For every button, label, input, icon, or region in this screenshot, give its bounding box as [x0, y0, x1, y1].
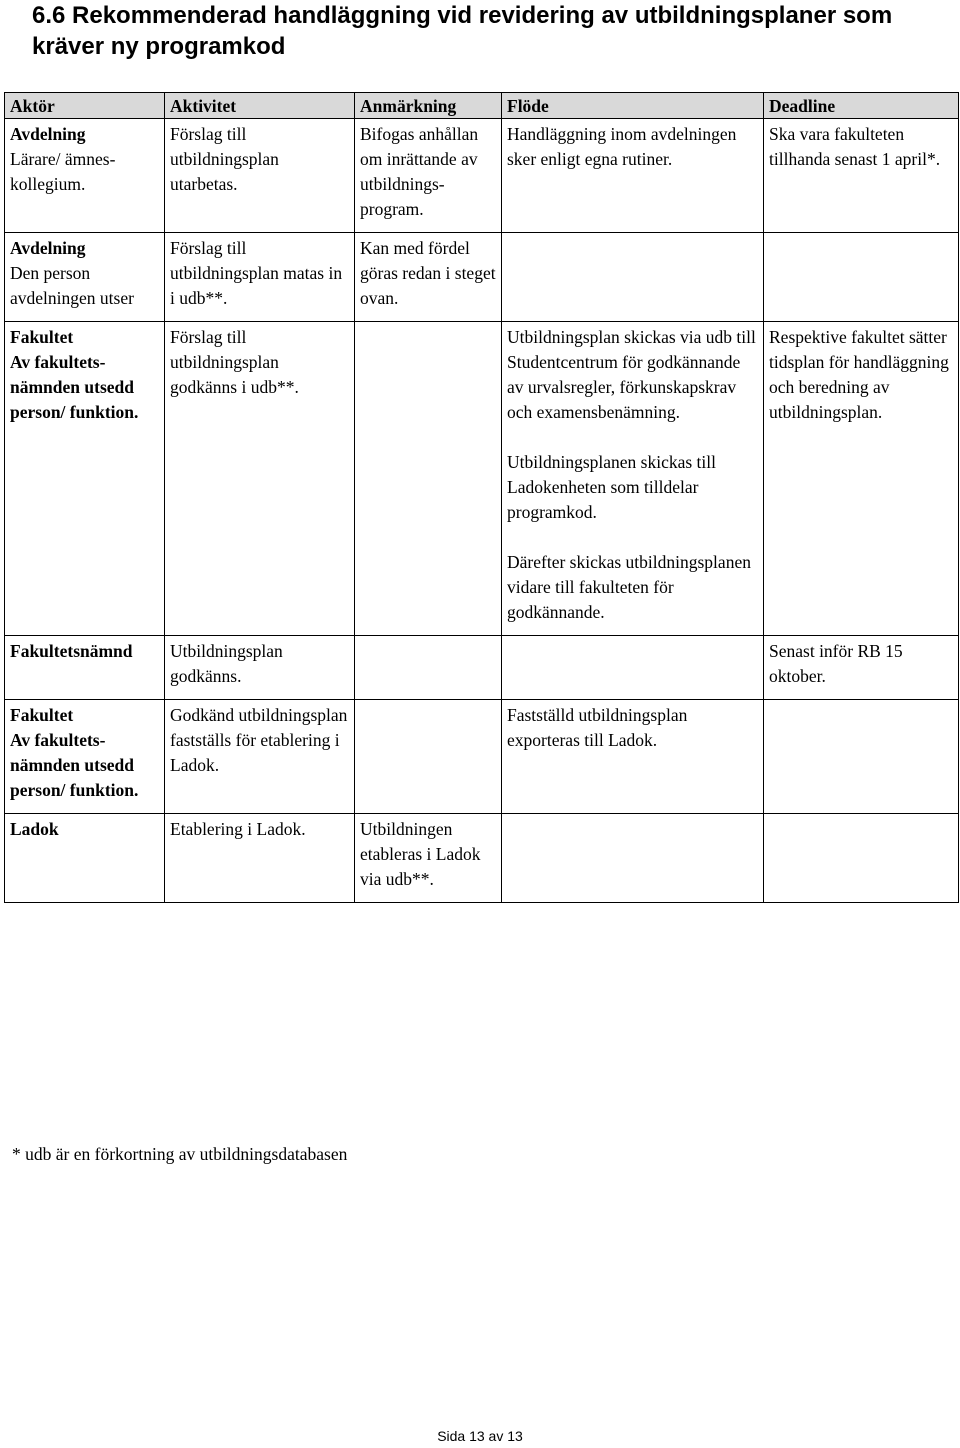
- cell-aktivitet: Förslag till utbildningsplan godkänns i udb**.: [165, 322, 355, 636]
- aktor-role: Avdelning: [10, 238, 86, 258]
- cell-aktor: [5, 814, 165, 903]
- aktor-role: Fakultet: [10, 705, 74, 725]
- cell-flode: [502, 233, 764, 322]
- cell-aktivitet: Förslag till utbildningsplan matas in i udb**.: [165, 233, 355, 322]
- cell-flode: [502, 700, 764, 814]
- cell-deadline: Senast inför RB 15 oktober.: [764, 636, 959, 700]
- flode-paragraph: Handläggning inom avdelningen sker enligt egna rutiner.: [507, 124, 737, 169]
- table-row: [5, 119, 959, 233]
- header-deadline: Deadline: [764, 93, 959, 119]
- handling-flow-table: [4, 92, 959, 903]
- cell-aktivitet: Utbildningsplan godkänns.: [165, 636, 355, 700]
- aktor-sub: Av fakultets-nämnden utsedd person/ funktion.: [10, 730, 139, 800]
- cell-flode: [502, 119, 764, 233]
- aktor-role: Fakultet: [10, 327, 74, 347]
- aktor-sub: Den person avdelningen utser: [10, 263, 134, 308]
- cell-aktivitet: Förslag till utbildningsplan utarbetas.: [165, 119, 355, 233]
- header-aktivitet: Aktivitet: [165, 93, 355, 119]
- flode-paragraph: Utbildningsplanen skickas till Ladokenheten som tilldelar programkod.: [507, 452, 717, 522]
- cell-aktor: [5, 322, 165, 636]
- table-row: [5, 233, 959, 322]
- cell-anmarkning: [355, 636, 502, 700]
- cell-aktor: [5, 700, 165, 814]
- table-row: [5, 636, 959, 700]
- aktor-role: Fakultetsnämnd: [10, 641, 133, 661]
- cell-anmarkning: [355, 700, 502, 814]
- footnote: * udb är en förkortning av utbildningsdatabasen: [12, 1144, 348, 1164]
- flode-paragraph: Utbildningsplan skickas via udb till Studentcentrum för godkännande av urvalsregler, förkunskapskrav och examensbenämning.: [507, 327, 756, 422]
- table-header-row: [5, 93, 959, 119]
- cell-aktor: [5, 119, 165, 233]
- cell-flode: [502, 636, 764, 700]
- page-number: Sida 13 av 13: [437, 1428, 523, 1444]
- aktor-sub: Av fakultets-nämnden utsedd person/ funktion.: [10, 352, 139, 422]
- cell-deadline: [764, 700, 959, 814]
- header-aktor: Aktör: [5, 93, 165, 119]
- cell-flode: [502, 814, 764, 903]
- flode-paragraph: Därefter skickas utbildningsplanen vidare till fakulteten för godkännande.: [507, 552, 751, 622]
- aktor-sub: Lärare/ ämnes-kollegium.: [10, 149, 116, 194]
- cell-aktivitet: Etablering i Ladok.: [165, 814, 355, 903]
- cell-deadline: [764, 814, 959, 903]
- cell-anmarkning: Utbildningen etableras i Ladok via udb**.: [355, 814, 502, 903]
- cell-anmarkning: Bifogas anhållan om inrättande av utbildnings-program.: [355, 119, 502, 233]
- header-flode: Flöde: [502, 93, 764, 119]
- cell-anmarkning: Kan med fördel göras redan i steget ovan.: [355, 233, 502, 322]
- section-heading: 6.6 Rekommenderad handläggning vid revidering av utbildningsplaner som kräver ny programkod: [32, 2, 893, 60]
- aktor-role: Avdelning: [10, 124, 86, 144]
- table-row: [5, 322, 959, 636]
- header-anmarkning: Anmärkning: [355, 93, 502, 119]
- cell-deadline: Ska vara fakulteten tillhanda senast 1 april*.: [764, 119, 959, 233]
- cell-flode: [502, 322, 764, 636]
- cell-deadline: [764, 233, 959, 322]
- table-row: [5, 814, 959, 903]
- cell-aktor: [5, 233, 165, 322]
- aktor-role: Ladok: [10, 819, 59, 839]
- cell-deadline: Respektive fakultet sätter tidsplan för handläggning och beredning av utbildningsplan.: [764, 322, 959, 636]
- cell-aktivitet: Godkänd utbildningsplan fastställs för etablering i Ladok.: [165, 700, 355, 814]
- cell-anmarkning: [355, 322, 502, 636]
- flode-paragraph: Fastställd utbildningsplan exporteras till Ladok.: [507, 705, 688, 750]
- cell-aktor: [5, 636, 165, 700]
- table-row: [5, 700, 959, 814]
